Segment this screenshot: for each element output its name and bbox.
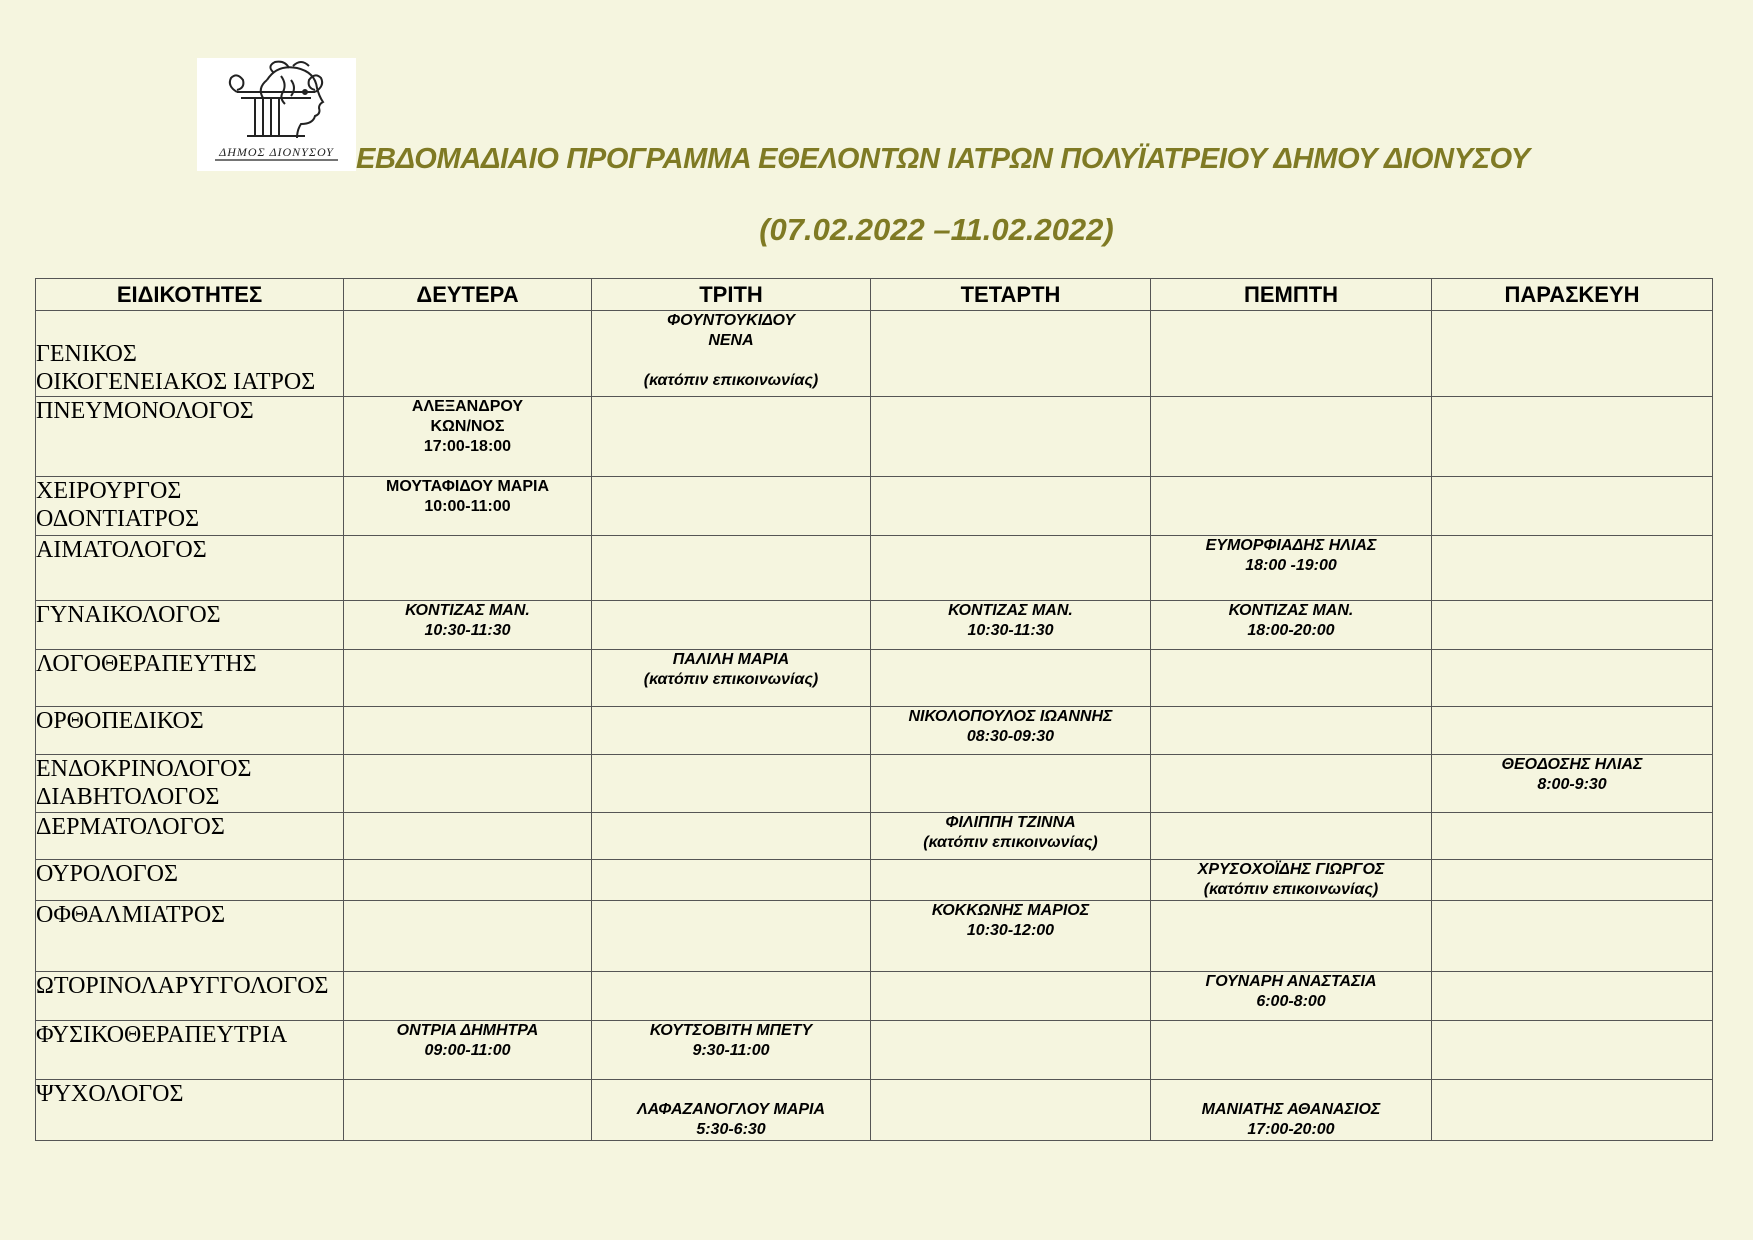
schedule-cell (1151, 901, 1432, 972)
table-row (36, 755, 1713, 813)
table-row (36, 813, 1713, 860)
schedule-cell (344, 650, 592, 707)
schedule-cell (871, 477, 1151, 536)
doctor-entry-line: ΚΟΝΤΙΖΑΣ ΜΑΝ. (948, 602, 1073, 619)
schedule-cell (871, 536, 1151, 601)
table-row (36, 477, 1713, 536)
specialty-cell (36, 813, 344, 860)
specialty-label: ΟΔΟΝΤΙΑΤΡΟΣ (36, 506, 200, 532)
schedule-cell (871, 1080, 1151, 1141)
specialty-cell (36, 755, 344, 813)
doctor-entry-line (592, 1080, 870, 1100)
schedule-cell (344, 601, 592, 650)
dionysos-head-icon (197, 58, 356, 171)
table-row (36, 707, 1713, 755)
doctor-entry-line: ΝΙΚΟΛΟΠΟΥΛΟΣ ΙΩΑΝΝΗΣ (908, 708, 1113, 725)
schedule-cell (1151, 813, 1432, 860)
date-range: (07.02.2022 –11.02.2022) (759, 212, 1114, 247)
doctor-entry-line: ΚΩΝ/ΝΟΣ (430, 418, 505, 435)
specialty-cell (36, 860, 344, 901)
column-header: ΕΙΔΙΚΟΤΗΤΕΣ (36, 279, 344, 311)
specialty-cell (36, 311, 344, 397)
doctor-entry-line: (κατόπιν επικοινωνίας) (643, 671, 819, 688)
schedule-cell (592, 650, 871, 707)
schedule-cell (871, 707, 1151, 755)
specialty-label: ΦΥΣΙΚΟΘΕΡΑΠΕΥΤΡΙΑ (36, 1022, 288, 1048)
doctor-entry-line: 6:00-8:00 (1256, 993, 1326, 1010)
schedule-cell (1432, 901, 1713, 972)
doctor-entry-line (592, 351, 870, 371)
table-row (36, 901, 1713, 972)
specialty-cell (36, 397, 344, 477)
page-title: ΕΒΔΟΜΑΔΙΑΙΟ ΠΡΟΓΡΑΜΜΑ ΕΘΕΛΟΝΤΩΝ ΙΑΤΡΩΝ ΠΟΛΥΪΑΤΡΕΙΟΥ ΔΗΜΟΥ ΔΙΟΝΥΣΟΥ (356, 143, 1530, 175)
table-row (36, 650, 1713, 707)
doctor-entry-line: ΚΟΝΤΙΖΑΣ ΜΑΝ. (405, 602, 530, 619)
schedule-cell (871, 650, 1151, 707)
doctor-entry-line: 8:00-9:30 (1537, 776, 1607, 793)
schedule-cell (344, 536, 592, 601)
specialty-label: ΑΙΜΑΤΟΛΟΓΟΣ (36, 537, 207, 563)
specialty-label: ΔΕΡΜΑΤΟΛΟΓΟΣ (36, 814, 225, 840)
table-row (36, 1021, 1713, 1080)
doctor-entry-line: ΜΑΝΙΑΤΗΣ ΑΘΑΝΑΣΙΟΣ (1201, 1101, 1381, 1118)
doctor-entry-line: ΘΕΟΔΟΣΗΣ ΗΛΙΑΣ (1501, 756, 1643, 773)
doctor-entry-line: ΧΡΥΣΟΧΟΪΔΗΣ ΓΙΩΡΓΟΣ (1197, 861, 1385, 878)
doctor-entry-line: ΜΟΥΤΑΦΙΔΟΥ ΜΑΡΙΑ (385, 478, 550, 495)
specialty-label: ΓΕΝΙΚΟΣ (36, 341, 137, 367)
logo-text: ΔΗΜΟΣ ΔΙΟΝΥΣΟΥ (219, 145, 334, 159)
schedule-cell (344, 1021, 592, 1080)
schedule-cell (592, 477, 871, 536)
schedule-cell (592, 813, 871, 860)
schedule-cell (871, 901, 1151, 972)
schedule-cell (344, 860, 592, 901)
doctor-entry-line: ΑΛΕΞΑΝΔΡΟΥ (411, 398, 524, 415)
specialty-label: ΓΥΝΑΙΚΟΛΟΓΟΣ (36, 602, 221, 628)
doctor-entry-line: 10:30-11:30 (967, 622, 1054, 639)
schedule-cell (1151, 755, 1432, 813)
table-row (36, 311, 1713, 397)
doctor-entry-line: ΦΟΥΝΤΟΥΚΙΔΟΥ (666, 312, 796, 329)
schedule-cell (592, 1080, 871, 1141)
schedule-cell (1151, 311, 1432, 397)
schedule-cell (344, 311, 592, 397)
schedule-cell (1432, 1080, 1713, 1141)
doctor-entry-line: ΠΑΛΙΛΗ ΜΑΡΙΑ (672, 651, 790, 668)
schedule-cell (1151, 860, 1432, 901)
schedule-table (35, 278, 1713, 1141)
schedule-cell (592, 601, 871, 650)
specialty-cell (36, 972, 344, 1021)
column-header: ΤΕΤΑΡΤΗ (871, 279, 1151, 311)
specialty-label: ΔΙΑΒΗΤΟΛΟΓΟΣ (36, 784, 220, 810)
schedule-cell (344, 707, 592, 755)
schedule-cell (1151, 1080, 1432, 1141)
specialty-label: ΟΥΡΟΛΟΓΟΣ (36, 861, 178, 887)
schedule-cell (592, 860, 871, 901)
schedule-cell (592, 397, 871, 477)
schedule-cell (871, 813, 1151, 860)
schedule-cell (592, 972, 871, 1021)
schedule-cell (344, 1080, 592, 1141)
specialty-cell (36, 1080, 344, 1141)
schedule-cell (592, 536, 871, 601)
specialty-cell (36, 477, 344, 536)
doctor-entry-line: ΝΕΝΑ (708, 332, 754, 349)
schedule-cell (871, 755, 1151, 813)
specialty-label: ΩΤΟΡΙΝΟΛΑΡΥΓΓΟΛΟΓΟΣ (36, 973, 329, 999)
doctor-entry-line: 10:00-11:00 (424, 498, 511, 515)
schedule-cell (592, 901, 871, 972)
schedule-cell (1151, 601, 1432, 650)
doctor-entry-line: ΛΑΦΑΖΑΝΟΓΛΟΥ ΜΑΡΙΑ (636, 1101, 826, 1118)
specialty-label: ΟΙΚΟΓΕΝΕΙΑΚΟΣ ΙΑΤΡΟΣ (36, 369, 316, 395)
specialty-cell (36, 901, 344, 972)
schedule-cell (1432, 650, 1713, 707)
schedule-cell (1432, 860, 1713, 901)
schedule-cell (1151, 650, 1432, 707)
specialty-label: ΠΝΕΥΜΟΝΟΛΟΓΟΣ (36, 398, 254, 424)
schedule-cell (1151, 397, 1432, 477)
specialty-label: ΛΟΓΟΘΕΡΑΠΕΥΤΗΣ (36, 651, 257, 677)
schedule-cell (1432, 1021, 1713, 1080)
doctor-entry-line: ΕΥΜΟΡΦΙΑΔΗΣ ΗΛΙΑΣ (1205, 537, 1377, 554)
schedule-cell (344, 813, 592, 860)
schedule-cell (871, 311, 1151, 397)
schedule-cell (1151, 477, 1432, 536)
doctor-entry-line (1151, 1080, 1431, 1100)
doctor-entry-line: 08:30-09:30 (966, 728, 1055, 745)
doctor-entry-line: 18:00 -19:00 (1245, 557, 1337, 574)
doctor-entry-line: 5:30-6:30 (696, 1121, 766, 1138)
schedule-cell (871, 397, 1151, 477)
schedule-cell (871, 972, 1151, 1021)
schedule-cell (344, 397, 592, 477)
schedule-cell (1151, 707, 1432, 755)
schedule-cell (1432, 536, 1713, 601)
column-header: ΠΕΜΠΤΗ (1151, 279, 1432, 311)
doctor-entry-line: ΟΝΤΡΙΑ ΔΗΜΗΤΡΑ (396, 1022, 539, 1039)
doctor-entry-line: 09:00-11:00 (424, 1042, 511, 1059)
municipality-logo (197, 58, 356, 171)
specialty-label: ΟΦΘΑΛΜΙΑΤΡΟΣ (36, 902, 226, 928)
doctor-entry-line: 10:30-12:00 (966, 922, 1055, 939)
schedule-cell (871, 601, 1151, 650)
table-row (36, 397, 1713, 477)
column-header: ΔΕΥΤΕΡΑ (344, 279, 592, 311)
doctor-entry-line: (κατόπιν επικοινωνίας) (923, 834, 1098, 851)
specialty-cell (36, 707, 344, 755)
doctor-entry-line: 10:30-11:30 (424, 622, 511, 639)
schedule-cell (1151, 1021, 1432, 1080)
doctor-entry-line: ΦΙΛΙΠΠΗ ΤΖΙΝΝΑ (945, 814, 1076, 831)
column-header: ΤΡΙΤΗ (592, 279, 871, 311)
schedule-cell (1432, 813, 1713, 860)
schedule-cell (592, 755, 871, 813)
schedule-cell (1151, 536, 1432, 601)
doctor-entry-line: ΓΟΥΝΑΡΗ ΑΝΑΣΤΑΣΙΑ (1205, 973, 1377, 990)
schedule-cell (592, 707, 871, 755)
doctor-entry-line: ΚΟΝΤΙΖΑΣ ΜΑΝ. (1228, 602, 1354, 619)
schedule-cell (344, 755, 592, 813)
doctor-entry-line: (κατόπιν επικοινωνίας) (1203, 881, 1379, 898)
table-row (36, 536, 1713, 601)
schedule-cell (1151, 972, 1432, 1021)
doctor-entry-line: ΚΟΥΤΣΟΒΙΤΗ ΜΠΕΤΥ (649, 1022, 813, 1039)
specialty-label: ΧΕΙΡΟΥΡΓΟΣ (36, 478, 182, 504)
schedule-cell (592, 1021, 871, 1080)
doctor-entry-line: 9:30-11:00 (692, 1042, 770, 1059)
schedule-cell (871, 860, 1151, 901)
table-row (36, 972, 1713, 1021)
column-header: ΠΑΡΑΣΚΕΥΗ (1432, 279, 1713, 311)
specialty-label: ΟΡΘΟΠΕΔΙΚΟΣ (36, 708, 204, 734)
doctor-entry-line: ΚΟΚΚΩΝΗΣ ΜΑΡΙΟΣ (931, 902, 1090, 919)
schedule-cell (344, 901, 592, 972)
table-row (36, 1080, 1713, 1141)
schedule-cell (344, 972, 592, 1021)
schedule-cell (1432, 311, 1713, 397)
table-row (36, 860, 1713, 901)
schedule-cell (592, 311, 871, 397)
doctor-entry-line: 17:00-18:00 (423, 438, 512, 455)
specialty-cell (36, 536, 344, 601)
schedule-cell (1432, 477, 1713, 536)
doctor-entry-line: (κατόπιν επικοινωνίας) (643, 372, 819, 389)
schedule-cell (871, 1021, 1151, 1080)
schedule-cell (1432, 755, 1713, 813)
doctor-entry-line: 18:00-20:00 (1247, 622, 1335, 639)
schedule-cell (1432, 397, 1713, 477)
specialty-label: ΨΥΧΟΛΟΓΟΣ (36, 1081, 184, 1107)
specialty-cell (36, 1021, 344, 1080)
specialty-label: ΕΝΔΟΚΡΙΝΟΛΟΓΟΣ (36, 756, 252, 782)
specialty-cell (36, 601, 344, 650)
table-row (36, 601, 1713, 650)
table-header-row (36, 279, 1713, 311)
schedule-cell (344, 477, 592, 536)
doctor-entry-line: 17:00-20:00 (1247, 1121, 1335, 1138)
schedule-cell (1432, 707, 1713, 755)
schedule-cell (1432, 601, 1713, 650)
specialty-cell (36, 650, 344, 707)
schedule-cell (1432, 972, 1713, 1021)
